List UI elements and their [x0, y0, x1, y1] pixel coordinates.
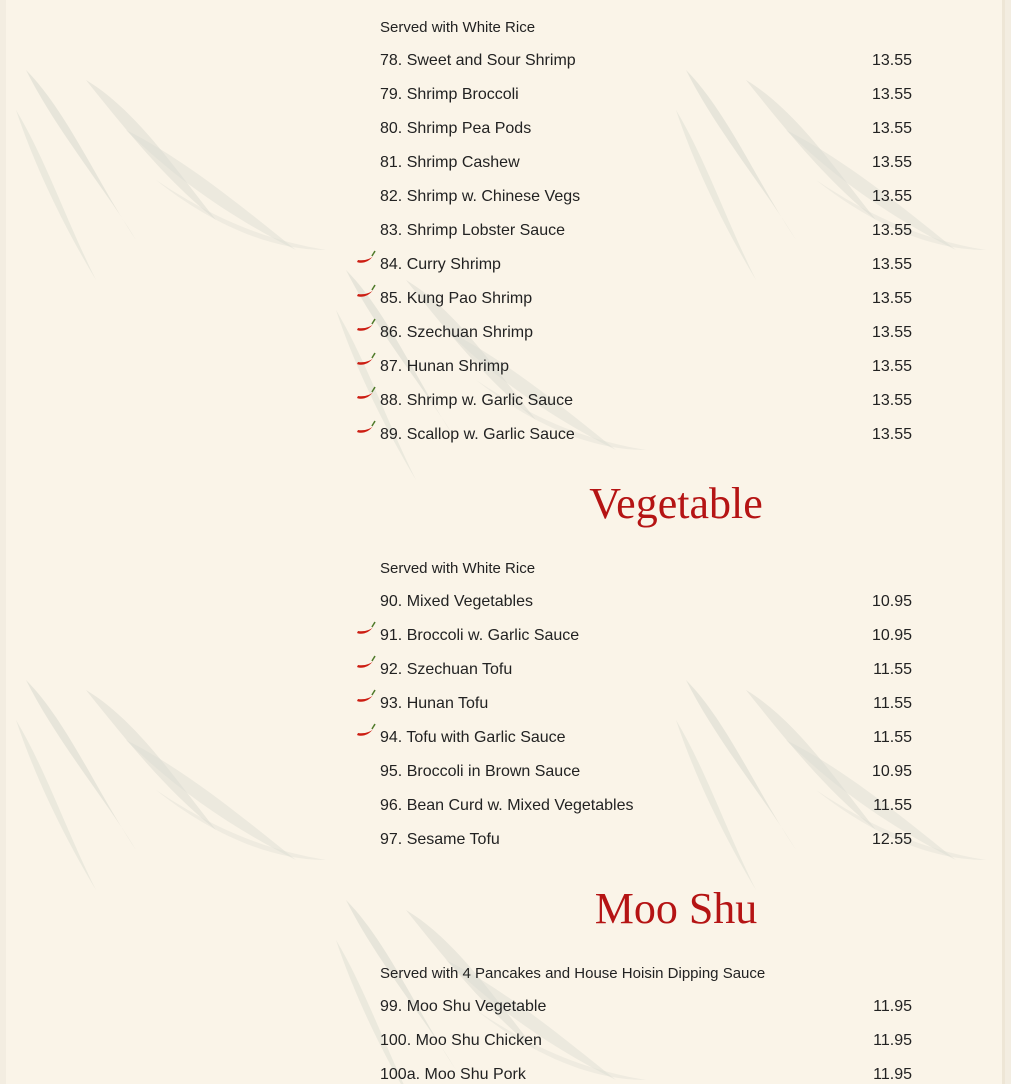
section-title: Moo Shu	[594, 884, 758, 933]
chili-pepper-icon	[356, 655, 376, 671]
menu-item	[380, 729, 912, 763]
item-name: 84. Curry Shrimp	[380, 256, 501, 273]
item-price: 10.95	[871, 763, 912, 780]
item-name: 88. Shrimp w. Garlic Sauce	[380, 392, 573, 409]
item-price: 12.55	[871, 831, 912, 848]
chili-pepper-icon	[356, 284, 376, 300]
chili-pepper-icon	[356, 318, 376, 334]
item-name: 99. Moo Shu Vegetable	[380, 998, 547, 1015]
section-title: Vegetable	[589, 479, 763, 528]
item-price: 13.55	[871, 426, 912, 443]
item-price: 13.55	[871, 256, 912, 273]
menu-item	[380, 763, 912, 797]
item-price: 11.55	[873, 797, 912, 814]
item-price: 10.95	[871, 593, 912, 610]
chili-pepper-icon	[356, 723, 376, 739]
menu-item	[380, 324, 912, 358]
section-note: Served with 4 Pancakes and House Hoisin Dipping Sauce	[380, 965, 766, 982]
menu-item	[380, 358, 912, 392]
chili-pepper-icon	[356, 420, 376, 436]
menu-item	[380, 831, 912, 865]
menu-item	[380, 154, 912, 188]
item-price: 13.55	[871, 392, 912, 409]
item-name: 100. Moo Shu Chicken	[380, 1032, 542, 1049]
item-name: 96. Bean Curd w. Mixed Vegetables	[380, 797, 634, 814]
item-price: 13.55	[871, 222, 912, 239]
menu-item	[380, 627, 912, 661]
item-price: 11.55	[873, 695, 912, 712]
item-price: 13.55	[871, 290, 912, 307]
section-note: Served with White Rice	[380, 560, 536, 577]
menu-item	[380, 120, 912, 154]
item-name: 85. Kung Pao Shrimp	[380, 290, 533, 307]
menu-item	[380, 1032, 912, 1066]
item-price: 11.95	[873, 1032, 912, 1049]
menu-page	[6, 0, 1005, 1084]
chili-pepper-icon	[356, 386, 376, 402]
menu-item	[380, 998, 912, 1032]
item-price: 13.55	[871, 120, 912, 137]
item-name: 89. Scallop w. Garlic Sauce	[380, 426, 575, 443]
item-name: 78. Sweet and Sour Shrimp	[380, 52, 576, 69]
chili-pepper-icon	[356, 352, 376, 368]
item-name: 90. Mixed Vegetables	[380, 593, 533, 610]
menu-item	[380, 52, 912, 86]
menu-item	[380, 797, 912, 831]
item-name: 80. Shrimp Pea Pods	[380, 120, 532, 137]
chili-pepper-icon	[356, 621, 376, 637]
item-name: 95. Broccoli in Brown Sauce	[380, 763, 581, 780]
item-price: 11.95	[873, 1066, 912, 1083]
item-name: 87. Hunan Shrimp	[380, 358, 509, 375]
chili-pepper-icon	[356, 689, 376, 705]
item-name: 100a. Moo Shu Pork	[380, 1066, 526, 1083]
item-price: 11.95	[873, 998, 912, 1015]
menu-item	[380, 593, 912, 627]
item-name: 81. Shrimp Cashew	[380, 154, 520, 171]
item-price: 13.55	[871, 86, 912, 103]
menu-item	[380, 426, 912, 460]
item-price: 11.55	[873, 661, 912, 678]
item-price: 13.55	[871, 154, 912, 171]
section-note: Served with White Rice	[380, 19, 536, 36]
item-price: 13.55	[871, 188, 912, 205]
menu-item	[380, 188, 912, 222]
menu-item	[380, 1066, 912, 1084]
item-name: 93. Hunan Tofu	[380, 695, 489, 712]
menu-item	[380, 86, 912, 120]
chili-pepper-icon	[356, 250, 376, 266]
item-price: 13.55	[871, 324, 912, 341]
item-name: 86. Szechuan Shrimp	[380, 324, 533, 341]
item-name: 92. Szechuan Tofu	[380, 661, 513, 678]
item-price: 10.95	[871, 627, 912, 644]
menu-item	[380, 256, 912, 290]
item-name: 97. Sesame Tofu	[380, 831, 500, 848]
menu-item	[380, 392, 912, 426]
item-price: 13.55	[871, 52, 912, 69]
item-name: 83. Shrimp Lobster Sauce	[380, 222, 565, 239]
menu-item	[380, 222, 912, 256]
item-price: 11.55	[873, 729, 912, 746]
item-name: 94. Tofu with Garlic Sauce	[380, 729, 566, 746]
menu-item	[380, 290, 912, 324]
item-name: 79. Shrimp Broccoli	[380, 86, 519, 103]
item-price: 13.55	[871, 358, 912, 375]
menu-item	[380, 661, 912, 695]
item-name: 82. Shrimp w. Chinese Vegs	[380, 188, 581, 205]
menu-item	[380, 695, 912, 729]
item-name: 91. Broccoli w. Garlic Sauce	[380, 627, 580, 644]
